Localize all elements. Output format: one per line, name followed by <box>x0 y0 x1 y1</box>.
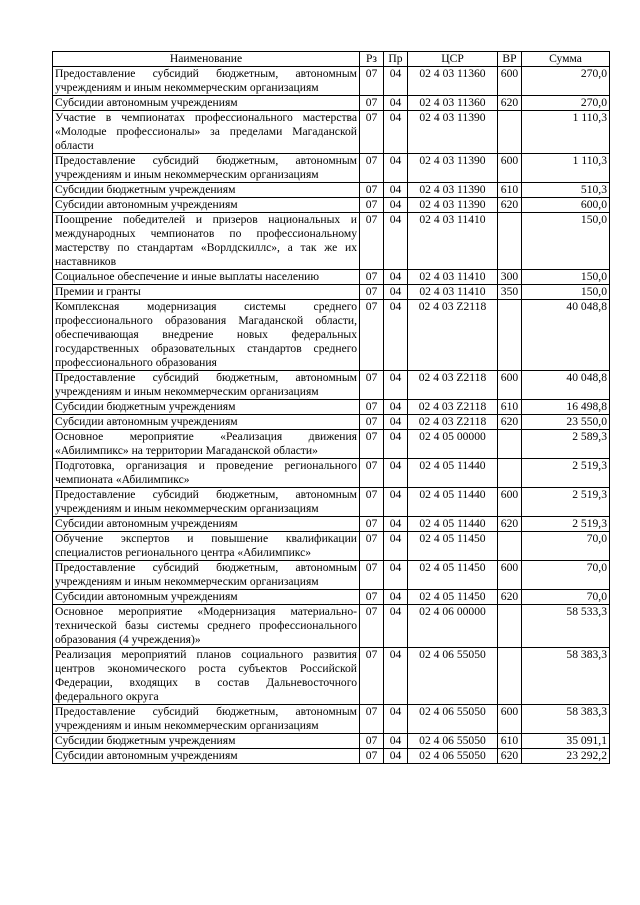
table-header-row <box>53 52 610 67</box>
row-pr: 04 <box>384 590 408 605</box>
table-row <box>53 285 610 300</box>
row-sum: 35 091,1 <box>522 734 610 749</box>
row-csr: 02 4 06 55050 <box>408 648 498 705</box>
table-row <box>53 605 610 648</box>
row-sum: 2 519,3 <box>522 488 610 517</box>
row-csr: 02 4 05 11440 <box>408 517 498 532</box>
table-row <box>53 532 610 561</box>
row-pr: 04 <box>384 561 408 590</box>
row-rz: 07 <box>360 371 384 400</box>
row-vr <box>498 111 522 154</box>
table-row <box>53 270 610 285</box>
row-csr: 02 4 06 55050 <box>408 749 498 764</box>
row-sum: 150,0 <box>522 285 610 300</box>
row-vr <box>498 532 522 561</box>
table-row <box>53 561 610 590</box>
row-csr: 02 4 03 11410 <box>408 285 498 300</box>
row-csr: 02 4 03 11390 <box>408 183 498 198</box>
row-rz: 07 <box>360 285 384 300</box>
table-row <box>53 749 610 764</box>
row-vr: 610 <box>498 183 522 198</box>
row-vr: 300 <box>498 270 522 285</box>
row-name: Обучение экспертов и повышение квалификации специалистов регионального центра «Абилимпикс» <box>53 532 360 561</box>
row-sum: 40 048,8 <box>522 300 610 371</box>
row-csr: 02 4 05 11450 <box>408 590 498 605</box>
row-rz: 07 <box>360 198 384 213</box>
row-vr <box>498 648 522 705</box>
row-rz: 07 <box>360 605 384 648</box>
row-rz: 07 <box>360 648 384 705</box>
row-pr: 04 <box>384 749 408 764</box>
row-name: Субсидии автономным учреждениям <box>53 96 360 111</box>
row-name: Субсидии автономным учреждениям <box>53 517 360 532</box>
row-vr: 610 <box>498 734 522 749</box>
row-csr: 02 4 03 Z2118 <box>408 415 498 430</box>
row-rz: 07 <box>360 415 384 430</box>
row-pr: 04 <box>384 415 408 430</box>
table-row <box>53 590 610 605</box>
row-name: Комплексная модернизация системы среднего профессионального образования Магаданской области, обеспечивающая внедрение новых федеральных государственных образовательных стандартов среднего профессионального образования <box>53 300 360 371</box>
row-pr: 04 <box>384 154 408 183</box>
row-name: Субсидии бюджетным учреждениям <box>53 183 360 198</box>
row-vr <box>498 605 522 648</box>
budget-table <box>52 51 610 764</box>
header-vr: ВР <box>498 52 522 67</box>
row-pr: 04 <box>384 371 408 400</box>
row-csr: 02 4 03 Z2118 <box>408 300 498 371</box>
row-csr: 02 4 03 11360 <box>408 67 498 96</box>
row-name: Предоставление субсидий бюджетным, автономным учреждениям и иным некоммерческим организациям <box>53 67 360 96</box>
header-pr: Пр <box>384 52 408 67</box>
row-sum: 150,0 <box>522 213 610 270</box>
row-pr: 04 <box>384 430 408 459</box>
table-row <box>53 198 610 213</box>
table-row <box>53 734 610 749</box>
row-vr: 600 <box>498 488 522 517</box>
row-pr: 04 <box>384 198 408 213</box>
header-csr: ЦСР <box>408 52 498 67</box>
row-rz: 07 <box>360 213 384 270</box>
table-row <box>53 67 610 96</box>
row-name: Премии и гранты <box>53 285 360 300</box>
row-csr: 02 4 03 11390 <box>408 198 498 213</box>
row-rz: 07 <box>360 430 384 459</box>
row-csr: 02 4 05 00000 <box>408 430 498 459</box>
row-vr <box>498 213 522 270</box>
table-row <box>53 400 610 415</box>
table-row <box>53 213 610 270</box>
row-name: Субсидии автономным учреждениям <box>53 749 360 764</box>
row-rz: 07 <box>360 270 384 285</box>
row-sum: 1 110,3 <box>522 111 610 154</box>
table-row <box>53 705 610 734</box>
row-sum: 40 048,8 <box>522 371 610 400</box>
row-name: Основное мероприятие «Модернизация материально-технической базы системы среднего профессионального образования (4 учреждения)» <box>53 605 360 648</box>
row-pr: 04 <box>384 270 408 285</box>
row-vr: 620 <box>498 517 522 532</box>
row-csr: 02 4 03 Z2118 <box>408 371 498 400</box>
row-sum: 58 533,3 <box>522 605 610 648</box>
row-csr: 02 4 05 11440 <box>408 459 498 488</box>
row-name: Социальное обеспечение и иные выплаты населению <box>53 270 360 285</box>
row-vr: 620 <box>498 415 522 430</box>
row-vr: 620 <box>498 198 522 213</box>
row-rz: 07 <box>360 561 384 590</box>
row-sum: 58 383,3 <box>522 648 610 705</box>
row-sum: 23 292,2 <box>522 749 610 764</box>
row-sum: 2 519,3 <box>522 517 610 532</box>
row-pr: 04 <box>384 734 408 749</box>
row-name: Предоставление субсидий бюджетным, автономным учреждениям и иным некоммерческим организациям <box>53 705 360 734</box>
row-sum: 510,3 <box>522 183 610 198</box>
row-rz: 07 <box>360 111 384 154</box>
row-pr: 04 <box>384 488 408 517</box>
table-row <box>53 154 610 183</box>
row-rz: 07 <box>360 705 384 734</box>
row-csr: 02 4 03 11410 <box>408 213 498 270</box>
row-vr: 600 <box>498 371 522 400</box>
table-row <box>53 371 610 400</box>
row-rz: 07 <box>360 734 384 749</box>
row-pr: 04 <box>384 285 408 300</box>
row-sum: 1 110,3 <box>522 154 610 183</box>
row-name: Субсидии автономным учреждениям <box>53 198 360 213</box>
row-name: Участие в чемпионатах профессионального мастерства «Молодые профессионалы» за пределами Магаданской области <box>53 111 360 154</box>
row-name: Субсидии бюджетным учреждениям <box>53 400 360 415</box>
row-rz: 07 <box>360 96 384 111</box>
row-csr: 02 4 03 Z2118 <box>408 400 498 415</box>
row-csr: 02 4 05 11450 <box>408 561 498 590</box>
table-row <box>53 415 610 430</box>
row-rz: 07 <box>360 590 384 605</box>
row-csr: 02 4 06 00000 <box>408 605 498 648</box>
table-row <box>53 488 610 517</box>
row-name: Предоставление субсидий бюджетным, автономным учреждениям и иным некоммерческим организациям <box>53 488 360 517</box>
table-row <box>53 648 610 705</box>
row-name: Подготовка, организация и проведение регионального чемпионата «Абилимпикс» <box>53 459 360 488</box>
row-sum: 270,0 <box>522 67 610 96</box>
row-rz: 07 <box>360 154 384 183</box>
row-pr: 04 <box>384 400 408 415</box>
table-row <box>53 459 610 488</box>
row-csr: 02 4 05 11440 <box>408 488 498 517</box>
row-pr: 04 <box>384 111 408 154</box>
row-vr: 350 <box>498 285 522 300</box>
row-pr: 04 <box>384 648 408 705</box>
row-sum: 23 550,0 <box>522 415 610 430</box>
row-pr: 04 <box>384 605 408 648</box>
row-name: Субсидии бюджетным учреждениям <box>53 734 360 749</box>
row-rz: 07 <box>360 532 384 561</box>
row-vr: 600 <box>498 561 522 590</box>
row-name: Предоставление субсидий бюджетным, автономным учреждениям и иным некоммерческим организациям <box>53 371 360 400</box>
row-sum: 600,0 <box>522 198 610 213</box>
table-body <box>53 67 610 764</box>
row-pr: 04 <box>384 705 408 734</box>
row-pr: 04 <box>384 183 408 198</box>
row-sum: 150,0 <box>522 270 610 285</box>
row-name: Субсидии автономным учреждениям <box>53 590 360 605</box>
row-vr: 620 <box>498 749 522 764</box>
row-vr: 600 <box>498 705 522 734</box>
table-row <box>53 183 610 198</box>
row-pr: 04 <box>384 459 408 488</box>
row-name: Субсидии автономным учреждениям <box>53 415 360 430</box>
row-name: Поощрение победителей и призеров национальных и международных чемпионатов по профессиональному мастерству по стандартам «Ворлдскиллс», а так же их наставников <box>53 213 360 270</box>
header-sum: Сумма <box>522 52 610 67</box>
row-csr: 02 4 06 55050 <box>408 734 498 749</box>
header-rz: Рз <box>360 52 384 67</box>
row-vr <box>498 430 522 459</box>
row-csr: 02 4 03 11410 <box>408 270 498 285</box>
row-sum: 70,0 <box>522 561 610 590</box>
row-sum: 70,0 <box>522 532 610 561</box>
row-rz: 07 <box>360 400 384 415</box>
row-csr: 02 4 06 55050 <box>408 705 498 734</box>
row-vr: 610 <box>498 400 522 415</box>
row-pr: 04 <box>384 532 408 561</box>
header-name: Наименование <box>53 52 360 67</box>
row-pr: 04 <box>384 517 408 532</box>
row-sum: 2 589,3 <box>522 430 610 459</box>
row-rz: 07 <box>360 183 384 198</box>
table-row <box>53 430 610 459</box>
row-rz: 07 <box>360 459 384 488</box>
row-name: Предоставление субсидий бюджетным, автономным учреждениям и иным некоммерческим организациям <box>53 561 360 590</box>
row-sum: 2 519,3 <box>522 459 610 488</box>
row-csr: 02 4 03 11390 <box>408 111 498 154</box>
row-vr: 600 <box>498 67 522 96</box>
row-vr <box>498 300 522 371</box>
row-vr <box>498 459 522 488</box>
row-pr: 04 <box>384 67 408 96</box>
row-csr: 02 4 05 11450 <box>408 532 498 561</box>
row-vr: 620 <box>498 590 522 605</box>
row-name: Основное мероприятие «Реализация движения «Абилимпикс» на территории Магаданской области» <box>53 430 360 459</box>
table-row <box>53 111 610 154</box>
row-rz: 07 <box>360 488 384 517</box>
row-csr: 02 4 03 11390 <box>408 154 498 183</box>
row-sum: 16 498,8 <box>522 400 610 415</box>
row-pr: 04 <box>384 96 408 111</box>
row-rz: 07 <box>360 517 384 532</box>
row-pr: 04 <box>384 300 408 371</box>
row-rz: 07 <box>360 300 384 371</box>
row-vr: 620 <box>498 96 522 111</box>
table-row <box>53 96 610 111</box>
row-pr: 04 <box>384 213 408 270</box>
row-name: Предоставление субсидий бюджетным, автономным учреждениям и иным некоммерческим организациям <box>53 154 360 183</box>
row-vr: 600 <box>498 154 522 183</box>
row-sum: 70,0 <box>522 590 610 605</box>
row-csr: 02 4 03 11360 <box>408 96 498 111</box>
row-name: Реализация мероприятий планов социального развития центров экономического роста субъектов Российской Федерации, входящих в состав Дальневосточного федерального округа <box>53 648 360 705</box>
row-rz: 07 <box>360 749 384 764</box>
row-sum: 270,0 <box>522 96 610 111</box>
row-rz: 07 <box>360 67 384 96</box>
row-sum: 58 383,3 <box>522 705 610 734</box>
table-row <box>53 517 610 532</box>
table-row <box>53 300 610 371</box>
